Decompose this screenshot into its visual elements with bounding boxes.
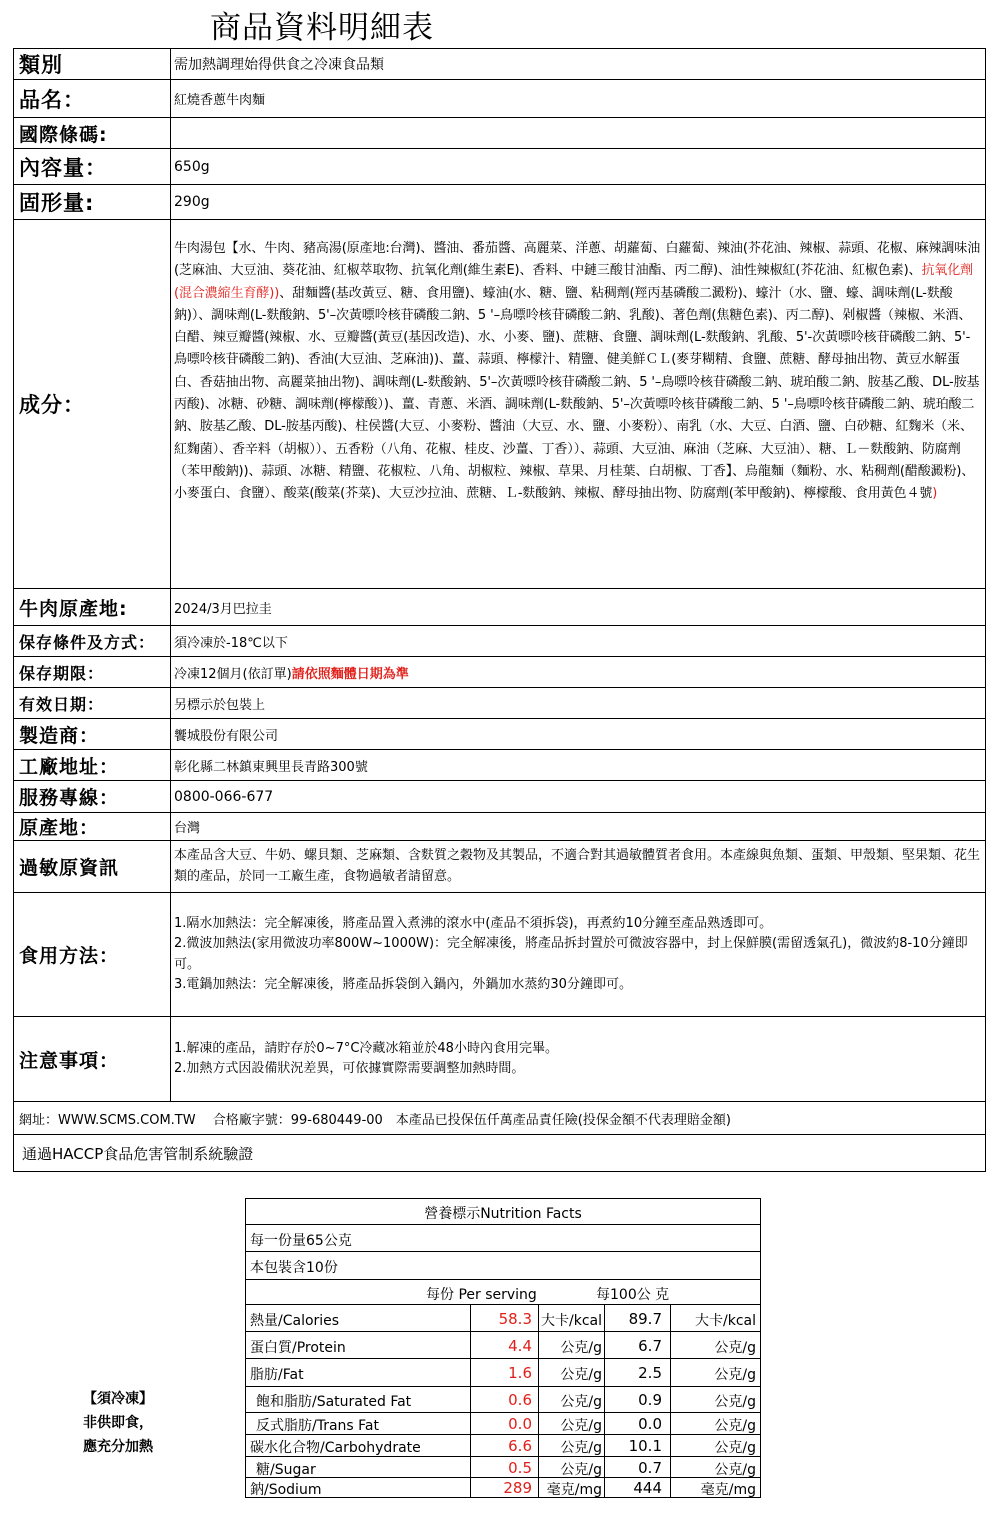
value-expiry: 另標示於包裝上 [171,688,986,719]
serving-size-row [246,1225,760,1252]
label-notes: 注意事項： [14,1017,171,1102]
nutrient-per-100g: 0.7 [638,1458,662,1477]
nutrient-unit-100g: 公克/g [714,1367,756,1383]
nutrient-per-100g: 2.5 [638,1364,662,1382]
value-ingredients [171,220,986,589]
shelf-life-red-note: 請依照麵體日期為準 [291,666,409,682]
frozen-warning-note [83,1387,203,1459]
frozen-warning-line-3: 應充分加熱 [83,1439,153,1455]
label-solid-content: 固形量: [14,185,171,220]
label-usage: 食用方法： [14,893,171,1017]
row-category [14,49,986,80]
nutrient-per-100g: 0.9 [638,1391,662,1409]
label-origin: 原產地： [14,813,171,841]
nutrition-row [246,1305,760,1332]
nutrient-per-serving: 6.6 [508,1437,532,1455]
nutrient-unit-serving: 公克/g [560,1461,602,1478]
nutrition-column-divider [470,1305,471,1498]
nutrient-name: 蛋白質/Protein [250,1339,346,1356]
nutrient-per-100g: 6.7 [638,1336,662,1355]
website-info: 網址：WWW.SCMS.COM.TW 合格廠字號：99-680449-00 本產品已投保伍仟萬產品責任險(投保金額不代表理賠金額) [14,1102,986,1135]
column-per-serving: 每份 Per serving [426,1287,537,1303]
column-per-100g: 每100公 克 [596,1287,670,1303]
notes-line-1: 1.解凍的產品，請貯存於0~7°C冷藏冰箱並於48小時內食用完畢。 [174,1040,558,1056]
nutrient-unit-100g: 公克/g [714,1339,756,1356]
nutrient-name: 熱量/Calories [250,1312,340,1329]
nutrient-per-100g: 0.0 [638,1415,662,1433]
nutrient-per-serving: 4.4 [508,1336,532,1355]
label-shelf-life: 保存期限： [14,657,171,688]
shelf-life-text: 冷凍12個月(依訂單) [174,666,292,682]
nutrient-per-serving: 289 [503,1479,532,1497]
nutrition-column-divider [538,1305,539,1498]
nutrient-per-serving: 0.0 [508,1415,532,1433]
value-barcode [171,118,986,149]
notes-line-2: 2.加熱方式因設備狀況差異，可依據實際需要調整加熱時間。 [174,1061,525,1076]
nutrient-name: 鈉/Sodium [250,1482,322,1498]
value-category: 需加熱調理始得供食之冷凍食品類 [171,49,986,80]
nutrition-row [246,1359,760,1387]
label-expiry: 有效日期： [14,688,171,719]
nutrient-per-100g: 89.7 [628,1309,662,1328]
ingredients-text-b: 、甜麵醬(基改黃豆、糖、食用鹽)、蠔油(水、糖、鹽、粘稠劑(羥丙基磷酸二澱粉)、蠔汁（水、鹽、蠔、調味劑(L-麩酸鈉)）、調味劑(L-麩酸鈉、5'–次黃嘌呤核苷磷酸二鈉、5 '–鳥嘌呤核苷磷酸二鈉、乳酸)、著色劑(焦糖色素)、丙二醇)、剁椒醬（辣椒、米酒、白醋、辣豆瓣醬(辣椒、水、豆瓣醬(黃豆(基因改造)、水、小麥、鹽)、蔗糖、食鹽、調味劑(L-麩酸鈉、乳酸、5'-次黃嘌呤核苷磷酸二鈉、5'-鳥嘌呤核苷磷酸二鈉)、香油(大豆油、芝麻油))、薑、蒜頭、檸檬汁、精鹽、健美鮮ＣＬ(麥芽糊精、食鹽、蔗糖、酵母抽出物、黃豆水解蛋白、香菇抽出物、高麗菜抽出物)、調味劑(L-麩酸鈉、5'–次黃嘌呤核苷磷酸二鈉、5 '–鳥嘌呤核苷磷酸二鈉、琥珀酸二鈉、胺基乙酸、DL-胺基丙酸)、冰糖、砂糖、調味劑(檸檬酸）)、薑、青蔥、米酒、調味劑(L-麩酸鈉、5'–次黃嘌呤核苷磷酸二鈉、5 '–鳥嘌呤核苷磷酸二鈉、琥珀酸二鈉、胺基乙酸、DL-胺基丙酸)、柱侯醬(大豆、小麥粉、醬油（大豆、水、鹽、小麥粉）、南乳（水、大豆、白酒、鹽、白砂糖、紅麴米（米、紅麴菌）、香辛料（胡椒））、五香粉（八角、花椒、桂皮、沙薑、丁香））、蒜頭、大豆油、麻油（芝麻、大豆油）、糖、Ｌ－麩酸鈉、防腐劑（苯甲酸鈉))、蒜頭、冰糖、精鹽、花椒粒、八角、胡椒粒、辣椒、草果、月桂葉、白胡椒、丁香】、烏龍麵（麵粉、水、粘稠劑(醋酸澱粉)、小麥蛋白、食鹽）、酸菜(酸菜(芥菜)、大豆沙拉油、蔗糖、Ｌ-麩酸鈉、辣椒、酵母抽出物、防腐劑(苯甲酸鈉)、檸檬酸、食用黃色４號 [174,285,980,502]
row-service-line [14,781,986,813]
usage-line-2: 2.微波加熱法(家用微波功率800W~1000W)：完全解凍後，將產品拆封置於可微波容器中，封上保鮮膜(需留透氣孔)，微波約8-10分鐘即可。 [174,936,968,972]
haccp-certification: 通過HACCP食品危害管制系統驗證 [14,1135,986,1172]
row-haccp [14,1135,986,1172]
row-product-name [14,80,986,118]
label-service-line: 服務專線： [14,781,171,813]
label-beef-origin: 牛肉原產地: [14,589,171,626]
nutrient-unit-100g: 大卡/kcal [695,1312,756,1329]
nutrient-unit-serving: 公克/g [560,1367,602,1383]
value-factory-address: 彰化縣二林鎮東興里長青路300號 [171,750,986,781]
value-manufacturer: 饗城股份有限公司 [171,719,986,750]
nutrient-name: 碳水化合物/Carbohydrate [250,1440,421,1456]
nutrition-facts-table [245,1198,761,1498]
usage-line-1: 1.隔水加熱法：完全解凍後，將產品置入煮沸的滾水中(產品不須拆袋)，再煮約10分鐘至產品熟透即可。 [174,915,773,931]
nutrient-unit-100g: 公克/g [714,1461,756,1478]
nutrient-unit-100g: 公克/g [714,1418,756,1434]
nutrition-row [246,1435,760,1457]
nutrient-unit-serving: 公克/g [560,1418,602,1434]
row-solid-content [14,185,986,220]
nutrient-per-100g: 444 [633,1479,662,1497]
nutrient-unit-100g: 公克/g [714,1440,756,1456]
row-origin [14,813,986,841]
frozen-warning-line-1: 【須冷凍】 [83,1391,153,1407]
nutrient-per-100g: 10.1 [628,1437,662,1455]
nutrition-row [246,1387,760,1413]
value-product-name: 紅燒香蔥牛肉麵 [171,80,986,118]
row-allergen [14,841,986,893]
value-allergen: 本產品含大豆、牛奶、螺貝類、芝麻類、含麩質之穀物及其製品，不適合對其過敏體質者食用。本產線與魚類、蛋類、甲殼類、堅果類、花生類的產品，於同一工廠生產，食物過敏者請留意。 [171,841,986,893]
nutrient-name: 飽和脂肪/Saturated Fat [256,1394,412,1410]
nutrition-title: 營養標示Nutrition Facts [424,1206,582,1222]
nutrient-unit-serving: 公克/g [560,1440,602,1456]
value-service-line: 0800-066-677 [171,781,986,813]
usage-line-3: 3.電鍋加熱法：完全解凍後，將產品拆袋倒入鍋內，外鍋加水蒸約30分鐘即可。 [174,977,632,992]
nutrient-per-serving: 0.5 [508,1458,532,1477]
nutrition-column-divider [670,1305,671,1498]
ingredients-close: ) [932,486,938,502]
value-notes [171,1017,986,1102]
servings-per-pack: 本包裝含10份 [250,1260,338,1276]
value-origin: 台灣 [171,813,986,841]
nutrient-name: 反式脂肪/Trans Fat [256,1418,379,1434]
row-storage [14,626,986,657]
product-spec-table [13,48,986,1172]
nutrient-name: 糖/Sugar [256,1461,316,1478]
row-barcode [14,118,986,149]
nutrient-unit-serving: 毫克/mg [546,1482,602,1498]
value-shelf-life [171,657,986,688]
row-website [14,1102,986,1135]
label-category: 類別 [14,49,171,80]
label-allergen: 過敏原資訊 [14,841,171,893]
value-net-content: 650g [171,149,986,185]
value-beef-origin: 2024/3月巴拉圭 [171,589,986,626]
nutrition-row [246,1413,760,1435]
value-storage: 須冷凍於-18℃以下 [171,626,986,657]
nutrition-row [246,1457,760,1478]
label-manufacturer: 製造商： [14,719,171,750]
nutrient-unit-serving: 大卡/kcal [541,1312,602,1329]
servings-per-pack-row [246,1252,760,1280]
row-ingredients [14,220,986,589]
row-shelf-life [14,657,986,688]
nutrient-unit-serving: 公克/g [560,1394,602,1410]
row-beef-origin [14,589,986,626]
row-usage [14,893,986,1017]
nutrition-column-divider [604,1305,605,1498]
document-title: 商品資料明細表 [210,10,434,46]
serving-size: 每一份量65公克 [250,1233,352,1249]
frozen-warning-line-2: 非供即食， [83,1415,153,1431]
label-ingredients: 成分： [14,220,171,589]
nutrient-per-serving: 0.6 [508,1391,532,1409]
ingredients-text-a: 牛肉湯包【水、牛肉、豬高湯(原產地:台灣)、醬油、番茄醬、高麗菜、洋蔥、胡蘿蔔、白蘿蔔、辣油(芥花油、辣椒、蒜頭、花椒、麻辣調味油(芝麻油、大豆油、葵花油、紅椒萃取物、抗氧化劑(維生素E)、香料、中鏈三酸甘油酯、丙二醇)、油性辣椒紅(芥花油、紅椒色素)、 [174,241,981,279]
value-solid-content: 290g [171,185,986,220]
row-net-content [14,149,986,185]
nutrition-row [246,1332,760,1359]
column-header-row [246,1280,760,1305]
label-factory-address: 工廠地址： [14,750,171,781]
nutrient-unit-100g: 公克/g [714,1394,756,1410]
nutrient-unit-100g: 毫克/mg [700,1482,756,1498]
nutrition-title-row [246,1199,760,1225]
nutrient-per-serving: 1.6 [508,1364,532,1382]
value-usage [171,893,986,1017]
label-barcode: 國際條碼: [14,118,171,149]
ingredients-text-red: 抗氧化劑(混合濃縮生育酵)) [174,263,974,301]
label-storage: 保存條件及方式： [14,626,171,657]
row-factory-address [14,750,986,781]
nutrient-per-serving: 58.3 [498,1309,532,1328]
label-product-name: 品名： [14,80,171,118]
row-expiry [14,688,986,719]
nutrition-row [246,1478,760,1498]
label-net-content: 內容量： [14,149,171,185]
row-notes [14,1017,986,1102]
nutrient-name: 脂肪/Fat [250,1367,304,1383]
nutrient-unit-serving: 公克/g [560,1339,602,1356]
row-manufacturer [14,719,986,750]
